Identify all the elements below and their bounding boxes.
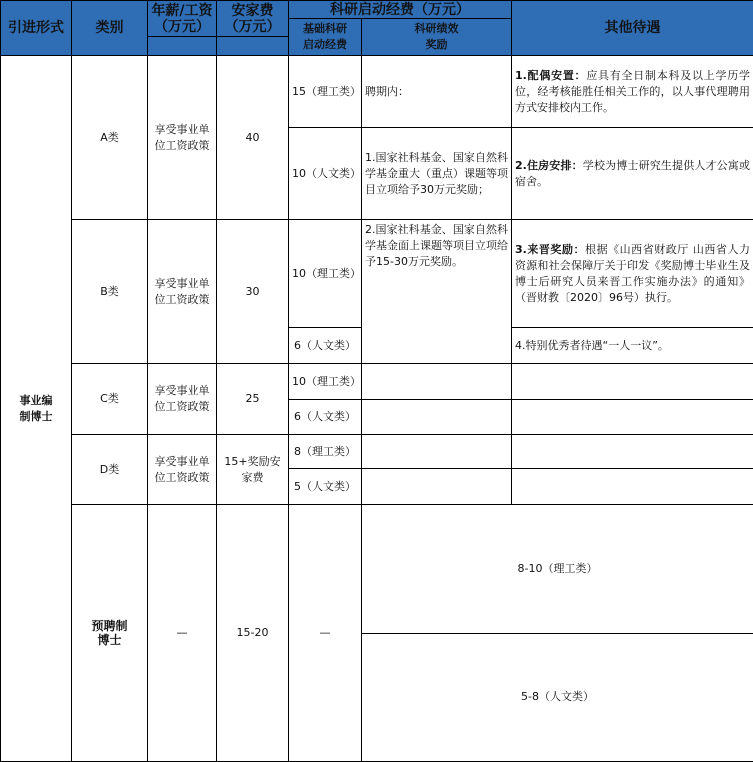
- cat-b-salary: 享受事业单位工资政策: [148, 220, 217, 364]
- group2-salary: 15-20: [217, 505, 289, 762]
- cat-c-fund-2: 6（人文类）: [289, 400, 362, 435]
- other-item-3: [512, 220, 753, 328]
- header-basic-line2: 启动经费: [292, 37, 358, 53]
- cat-a-settle: 40: [217, 56, 289, 220]
- group2-category: —: [148, 505, 217, 762]
- cat-b-fund-1: 10（理工类）: [289, 220, 362, 328]
- perf-blank-c2: [362, 400, 512, 435]
- cat-a-fund-1: 15（理工类）: [289, 56, 362, 128]
- group1-label: [1, 56, 72, 762]
- other-blank-d2: [512, 469, 753, 505]
- header-settle-blank: [217, 37, 289, 56]
- cat-c-salary: 享受事业单位工资政策: [148, 364, 217, 435]
- other-item-3-title: 3.来晋奖励：: [515, 243, 585, 256]
- cat-c-settle: 25: [217, 364, 289, 435]
- cat-d-settle: 15+奖励安家费: [217, 435, 289, 505]
- cat-d-name: D类: [72, 435, 148, 505]
- group2-fund-2: 5-8（人文类）: [362, 633, 753, 762]
- cat-a-name: A类: [72, 56, 148, 220]
- header-basic: [289, 19, 362, 56]
- perf-intro: 聘期内：: [362, 56, 512, 128]
- header-salary: [148, 1, 217, 37]
- cat-c-fund-1: 10（理工类）: [289, 364, 362, 400]
- perf-blank-d1: [362, 435, 512, 469]
- header-other: 其他待遇: [512, 1, 753, 56]
- header-settle: [217, 1, 289, 37]
- header-research: 科研启动经费（万元）: [289, 1, 512, 19]
- cat-d-fund-2: 5（人文类）: [289, 469, 362, 505]
- cat-b-fund-2: 6（人文类）: [289, 328, 362, 364]
- other-item-4: 4.特别优秀者待遇“一人一议”。: [512, 328, 753, 364]
- group2-settle: —: [289, 505, 362, 762]
- cat-a-salary: 享受事业单位工资政策: [148, 56, 217, 220]
- cat-c-name: C类: [72, 364, 148, 435]
- group2-label-line2: 博士: [75, 633, 144, 647]
- header-settle-line2: （万元）: [220, 19, 285, 35]
- header-perf: [362, 19, 512, 56]
- other-item-1: [512, 56, 753, 128]
- header-salary-blank: [148, 37, 217, 56]
- other-item-2-title: 2.住房安排：: [515, 159, 583, 172]
- other-item-1-title: 1.配偶安置：: [515, 69, 586, 82]
- perf-item-2: 2.国家社科基金、国家自然科学基金面上课题等项目立项给予15-30万元奖励。: [362, 220, 512, 364]
- other-blank-c1: [512, 364, 753, 400]
- other-item-3-text: 根据《山西省财政厅 山西省人力资源和社会保障厅关于印发《奖励博士毕业生及博士后研究人员来晋工作实施办法》的通知》（晋财教〔2020〕96号）执行。: [515, 243, 750, 304]
- cat-a-fund-2: 10（人文类）: [289, 128, 362, 220]
- header-settle-line1: 安家费: [220, 3, 285, 19]
- group2-label: [72, 505, 148, 762]
- perf-item-1: 1.国家社科基金、国家自然科学基金重大（重点）课题等项目立项给予30万元奖励；: [362, 128, 512, 220]
- other-blank-d1: [512, 435, 753, 469]
- group1-label-line2: 制博士: [4, 409, 68, 425]
- header-salary-line1: 年薪/工资: [151, 3, 213, 19]
- perf-blank-c1: [362, 364, 512, 400]
- other-item-2-text: 学校为博士研究生提供人才公寓或宿舍。: [515, 159, 750, 188]
- other-item-2: [512, 128, 753, 220]
- perf-blank-d2: [362, 469, 512, 505]
- other-blank-c2: [512, 400, 753, 435]
- header-category: 类别: [72, 1, 148, 56]
- header-perf-line1: 科研绩效: [365, 21, 508, 37]
- header-basic-line1: 基础科研: [292, 21, 358, 37]
- group1-label-line1: 事业编: [4, 393, 68, 409]
- cat-b-name: B类: [72, 220, 148, 364]
- header-salary-line2: （万元）: [151, 19, 213, 35]
- header-perf-line2: 奖励: [365, 37, 508, 53]
- group2-label-line1: 预聘制: [75, 619, 144, 633]
- cat-d-salary: 享受事业单位工资政策: [148, 435, 217, 505]
- other-item-1-text: 应具有全日制本科及以上学历学位，经考核能胜任相关工作的，以人事代理聘用方式安排校内工作。: [515, 69, 750, 114]
- cat-d-fund-1: 8（理工类）: [289, 435, 362, 469]
- cat-b-settle: 30: [217, 220, 289, 364]
- group2-fund-1: 8-10（理工类）: [362, 505, 753, 634]
- header-form: 引进形式: [1, 1, 72, 56]
